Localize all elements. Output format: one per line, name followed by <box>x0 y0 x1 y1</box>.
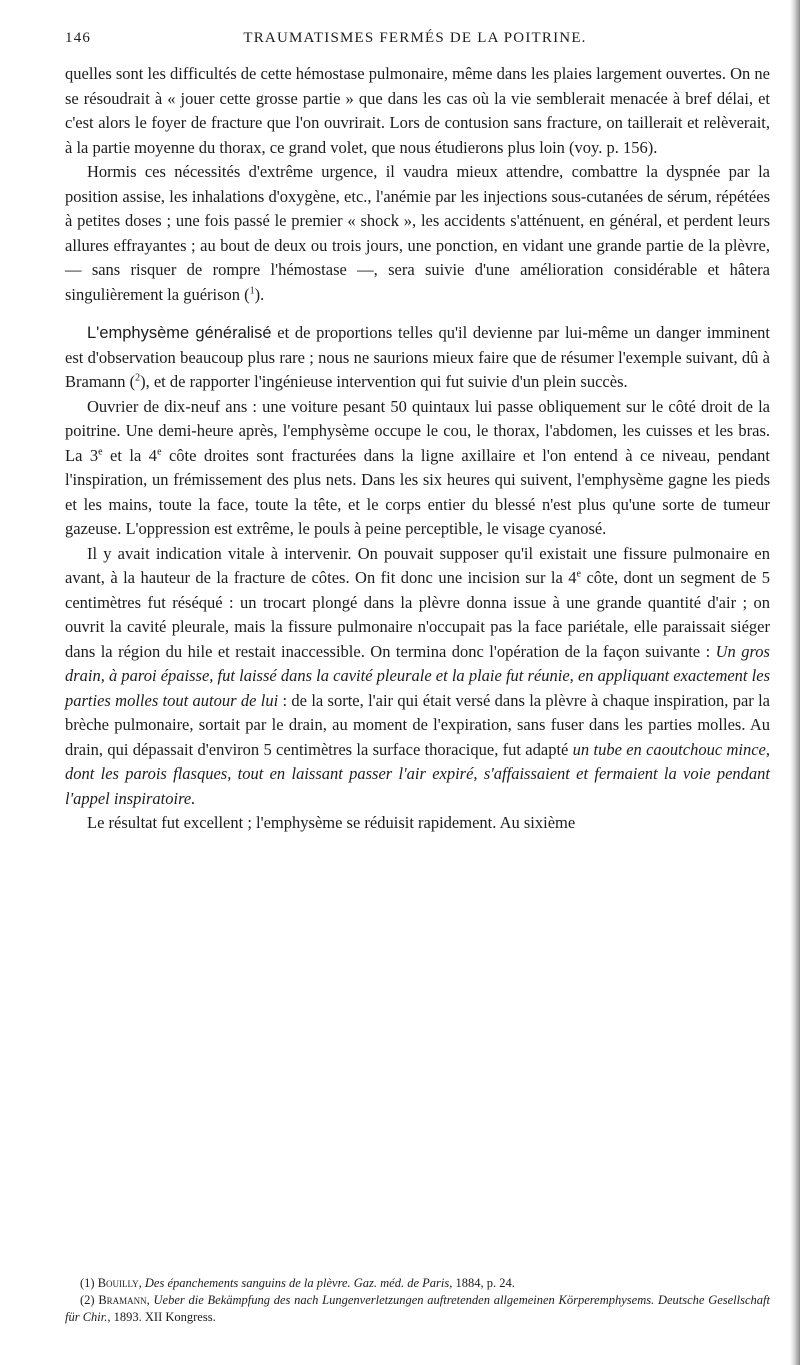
footnote-author: Bramann <box>98 1293 147 1307</box>
paragraph-1: quelles sont les difficultés de cette hémostase pulmonaire, même dans les plaies largement ouvertes. On ne se résoudrait à « jouer cette grosse partie » que dans les cas où la vie semblerait menacée à bref délai, et c'est alors le foyer de fracture que l'on ouvrirait. Lors de contusion sans fracture, on taillerait et relèverait, à la partie moyenne du thorax, ce grand volet, que nous étudierons plus loin (voy. p. 156). <box>65 64 770 157</box>
page-number: 146 <box>65 30 92 46</box>
running-header <box>65 30 765 52</box>
footnote-ref-2: 2 <box>135 372 141 384</box>
paragraph-6: Le résultat fut excellent ; l'emphysème se réduisit rapidement. Au sixième <box>87 813 576 832</box>
section-lead: L'emphysème généralisé <box>87 324 272 342</box>
footnote-author: Bouilly <box>97 1276 139 1290</box>
paragraph-2: Hormis ces nécessités d'extrême urgence, il vaudra mieux attendre, combattre la dyspnée par la position assise, les inhalations d'oxygène, etc., l'anémie par les injections sous-cutanées de sérum, répétées à petites doses ; une fois passé le premier « shock », les accidents s'atténuent, en général, et perdent leurs allures effrayantes ; au bout de deux ou trois jours, une ponction, en vidant une grande partie de la plèvre, — sans risquer de rompre l'hémostase —, sera suivie d'une amélioration considérable et hâtera singulièrement la guérison ($^1$). <box>65 162 770 304</box>
footnote-ref-1: 1 <box>249 285 255 296</box>
footnote-1: (1) Bouilly, Des épanchements sanguins de la plèvre. Gaz. méd. de Paris, 1884, p. 24. <box>80 1276 515 1290</box>
paragraph-4: Ouvrier de dix-neuf ans : une voiture pesant 50 quintaux lui passe obliquement sur le côté droit de la poitrine. Une demi-heure après, l'emphysème occupe le cou, le thorax, l'abdomen, les cuisses et les bras. La 3e et la 4e côte droites sont fracturées dans la ligne axillaire et l'on entend à ce niveau, pendant l'inspiration, un frémissement des plus nets. Dans les six heures qui suivent, l'emphysème gagne les pieds et les mains, toute la face, toute la tête, et le corps entier du blessé n'est plus qu'une sorte de tumeur gazeuse. L'oppression est extrême, le pouls à peine perceptible, le visage cyanosé. <box>65 396 770 538</box>
body-text <box>65 62 770 836</box>
running-title: TRAUMATISMES FERMÉS DE LA POITRINE. <box>243 30 587 46</box>
italic-passage-2: un tube en caoutchouc mince, dont les parois flasques, tout en laissant passer l'air expiré, s'affaissaient et fermaient la voie pendant l'appel inspiratoire. <box>65 739 770 808</box>
page-edge-shadow <box>790 0 800 1365</box>
paragraph-3: L'emphysème généralisé et de proportions telles qu'il devienne par lui-même un danger imminent est d'observation beaucoup plus rare ; nous ne saurions mieux faire que de résumer l'exemple suivant, dû à Bramann ($^2$), et de rapporter l'ingénieuse intervention qui fut suivie d'un plein succès. <box>65 323 771 391</box>
italic-passage-1: Un gros drain, à paroi épaisse, fut laissé dans la cavité pleurale et la plaie fut réunie, en appliquant exactement les parties molles tout autour de lui <box>65 641 770 710</box>
footnotes <box>65 1275 770 1326</box>
paragraph-5: Il y avait indication vitale à intervenir. On pouvait supposer qu'il existait une fissure pulmonaire en avant, à la hauteur de la fracture de côtes. On fit donc une incision sur la 4e côte, dont un segment de 5 centimètres fut réséqué : un trocart plongé dans la plèvre donna issue à une grande quantité d'air ; on ouvrit la cavité pleurale, mais la fissure pulmonaire n'occupait pas la face pariétale, elle paraissait siéger dans la région du hile et restait inaccessible. On termina donc l'opération de la façon suivante : Un gros drain, à paroi épaisse, fut laissé dans la cavité pleurale et la plaie fut réunie, en appliquant exactement les parties molles tout autour de lui : de la sorte, l'air qui était versé dans la plèvre à chaque inspiration, par la brèche pulmonaire, sortait par le drain, au moment de l'expiration, sans fuser dans les parties molles. Au drain, qui dépassait d'environ 5 centimètres la surface thoracique, fut adapté un tube en caoutchouc mince, dont les parois flasques, tout en laissant passer l'air expiré, s'affaissaient et fermaient la voie pendant l'appel inspiratoire. <box>65 543 770 808</box>
footnote-2: (2) Bramann, Ueber die Bekämpfung des nach Lungenverletzungen auftretenden allgemeinen Körperemphysems. Deutsche Gesellschaft für Chir., 1893. XII Kongress. <box>65 1293 770 1324</box>
